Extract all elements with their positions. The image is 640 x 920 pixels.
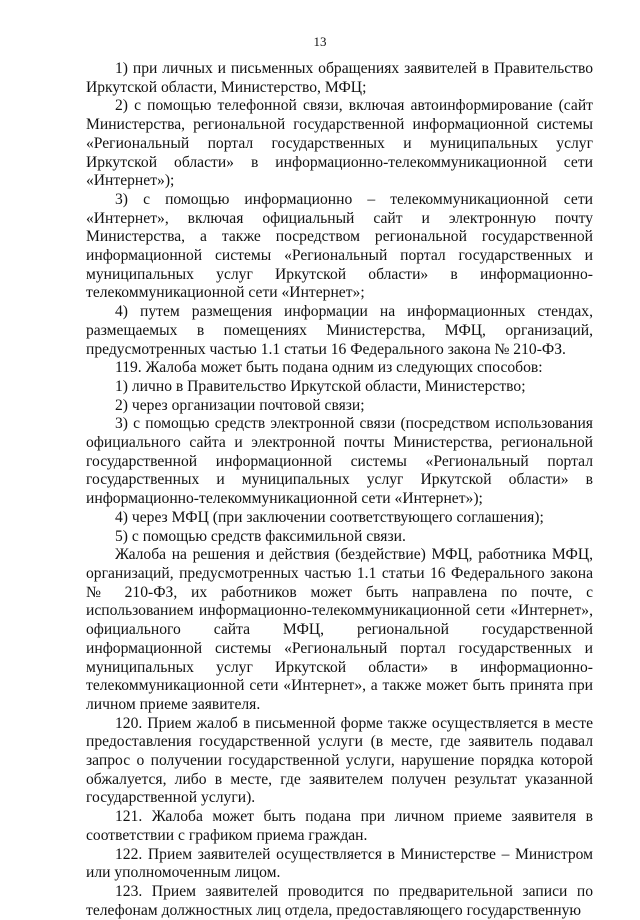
paragraph: 120. Прием жалоб в письменной форме также осуществляется в месте предоставления государственной услуги (в месте, где заявитель подавал запрос о получении государственной услуги, нарушение порядка которой обжалуется, либо в месте, где заявителем получен результат указанной государственной услуги). [86,714,593,807]
paragraph: 2) с помощью телефонной связи, включая автоинформирование (сайт Министерства, региональной государственной информационной системы «Региональный портал государственных и муниципальных услуг Иркутской области» в информационно-телекоммуникационной сети «Интернет»); [86,97,593,190]
paragraph: Жалоба на решения и действия (бездействие) МФЦ, работника МФЦ, организаций, предусмотренных частью 1.1 статьи 16 Федерального закона № 210-ФЗ, их работников может быть направлена по почте, с использованием информационно-телекоммуникационной сети «Интернет», официального сайта МФЦ, региональной государственной информационной системы «Региональный портал государственных и муниципальных услуг Иркутской области» в информационно-телекоммуникационной сети «Интернет», а также может быть принята при личном приеме заявителя. [86,546,593,713]
page-number: 13 [313,34,327,49]
paragraph: 2) через организации почтовой связи; [115,396,365,414]
paragraph: 122. Прием заявителей осуществляется в Министерстве – Министром или уполномоченным лицом. [86,845,593,882]
paragraph: 121. Жалоба может быть подана при личном приеме заявителя в соответствии с графиком приема граждан. [86,808,593,844]
paragraph: 4) через МФЦ (при заключении соответствующего соглашения); [115,508,544,526]
paragraph: 3) с помощью средств электронной связи (посредством использования официального сайта и электронной почты Министерства, региональной государственной информационной системы «Региональный портал государственных и муниципальных услуг Иркутской области» в информационно-телекоммуникационной сети «Интернет»); [86,415,593,508]
paragraph: 5) с помощью средств факсимильной связи. [115,527,406,545]
paragraph: 119. Жалоба может быть подана одним из следующих способов: [115,359,543,377]
paragraph: 3) с помощью информационно – телекоммуникационной сети «Интернет», включая официальный сайт и электронную почту Министерства, а также посредством региональной государственной информационной системы «Региональный портал государственных и муниципальных услуг Иркутской области» в информационно-телекоммуникационной сети «Интернет»; [86,190,593,302]
paragraph: 1) при личных и письменных обращениях заявителей в Правительство Иркутской области, Министерство, МФЦ; [86,60,593,96]
document-body [86,60,593,920]
paragraph: 123. Прием заявителей проводится по предварительной записи по телефонам должностных лиц отдела, предоставляющего государственную [86,882,593,919]
paragraph: 1) лично в Правительство Иркутской области, Министерство; [115,377,526,395]
paragraph: 4) путем размещения информации на информационных стендах, размещаемых в помещениях Министерства, МФЦ, организаций, предусмотренных частью 1.1 статьи 16 Федерального закона № 210-ФЗ. [86,303,593,358]
